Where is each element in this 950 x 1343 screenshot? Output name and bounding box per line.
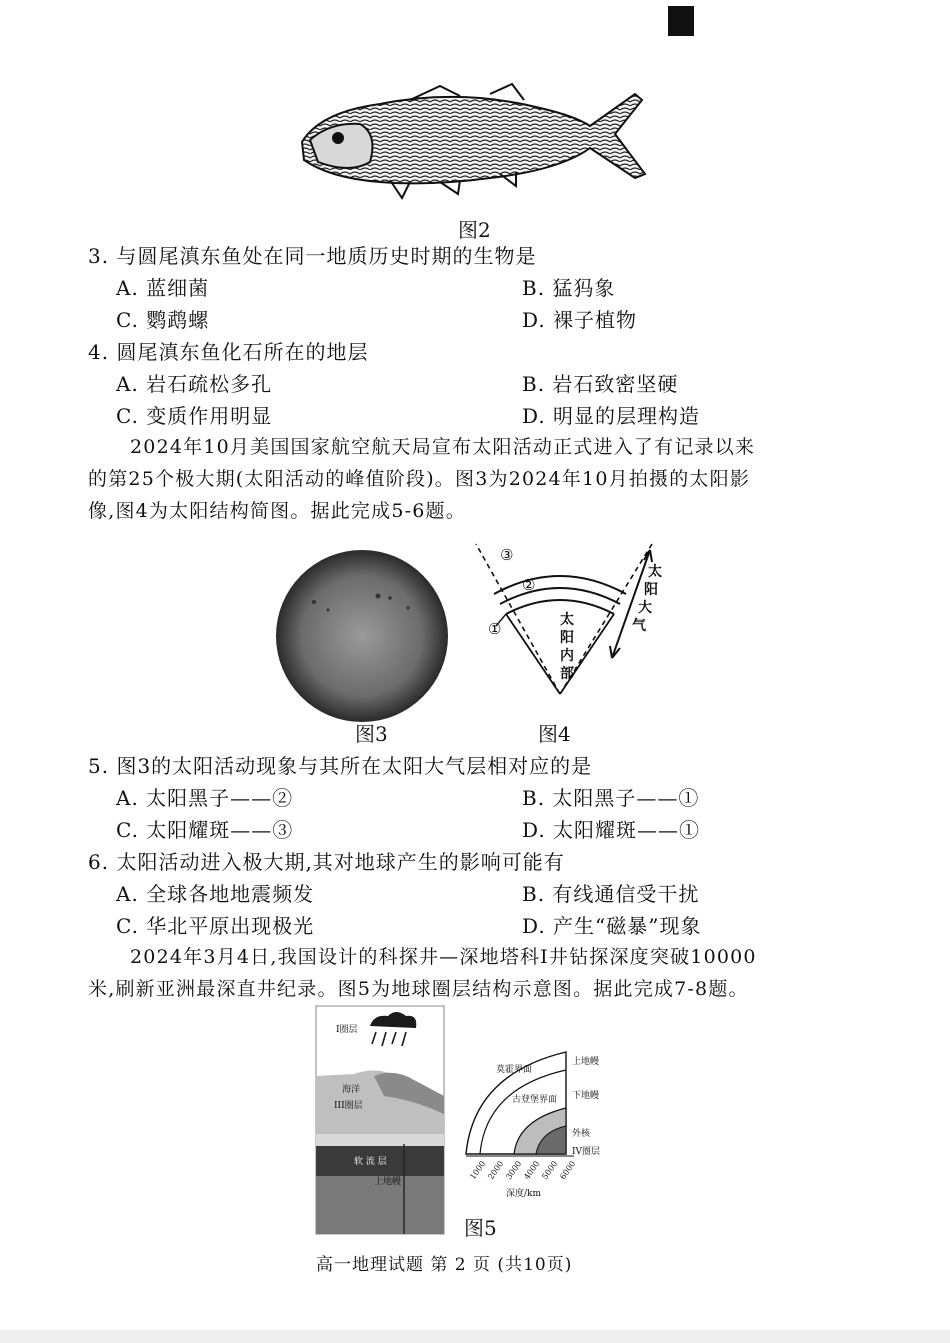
label-1: ①: [488, 620, 502, 638]
sun-disk: [276, 550, 448, 722]
q5-option-b: B. 太阳黑子——①: [522, 786, 700, 810]
passage2-line2: 米,刷新亚洲最深直井纪录。图5为地球圈层结构示意图。据此完成7-8题。: [88, 978, 749, 1000]
passage1-line1: 2024年10月美国国家航空航天局宣布太阳活动正式进入了有记录以来: [130, 436, 756, 458]
fish-fossil-figure: [290, 82, 660, 210]
layer1-label: I圈层: [336, 1025, 358, 1035]
passage1-line2: 的第25个极大期(太阳活动的峰值阶段)。图3为2024年10月拍摄的太阳影: [88, 468, 751, 490]
interior-char-1: 太: [560, 612, 574, 628]
upper-mantle-label: 上地幔: [572, 1057, 600, 1067]
q4-option-b: B. 岩石致密坚硬: [522, 372, 679, 396]
sun-structure-diagram: [462, 538, 672, 708]
layer3-label: III圈层: [334, 1101, 363, 1111]
q4-option-c: C. 变质作用明显: [116, 404, 273, 428]
bottom-edge: [0, 1330, 950, 1343]
depth-tick-2000: 2000: [486, 1159, 506, 1182]
depth-unit-label: 深度/km: [506, 1189, 542, 1199]
q5-option-d: D. 太阳耀斑——①: [522, 818, 701, 842]
interior-char-3: 内: [560, 648, 574, 664]
fig2-caption: 图2: [458, 218, 491, 242]
atmo-char-4: 气: [632, 618, 646, 634]
atmo-char-1: 太: [648, 564, 662, 580]
q6-option-c: C. 华北平原出现极光: [116, 914, 315, 938]
q6-option-a: A. 全球各地地震频发: [116, 882, 315, 906]
passage2-line1: 2024年3月4日,我国设计的科探井—深地塔科Ⅰ井钻探深度突破10000: [130, 946, 757, 968]
q6-option-d: D. 产生“磁暴”现象: [522, 914, 702, 938]
ocean-label: 海洋: [342, 1085, 361, 1095]
depth-tick-6000: 6000: [558, 1159, 578, 1182]
q4-stem: 4. 圆尾滇东鱼化石所在的地层: [88, 340, 369, 364]
outer-core-label: 外核: [572, 1129, 591, 1139]
sun-image-figure: [268, 548, 460, 728]
q3-option-b: B. 猛犸象: [522, 276, 616, 300]
fig3-caption: 图3: [355, 722, 388, 746]
corner-mark: [668, 6, 694, 36]
page-footer: 高一地理试题 第 2 页 (共10页): [316, 1255, 573, 1275]
q6-stem: 6. 太阳活动进入极大期,其对地球产生的影响可能有: [88, 850, 565, 874]
q5-option-c: C. 太阳耀斑——③: [116, 818, 294, 842]
interior-char-4: 部: [560, 666, 574, 682]
depth-tick-4000: 4000: [522, 1159, 542, 1182]
depth-tick-5000: 5000: [540, 1159, 560, 1182]
q3-option-d: D. 裸子植物: [522, 308, 638, 332]
moho-label: 莫霍界面: [496, 1065, 533, 1075]
atmo-char-3: 大: [638, 600, 652, 616]
depth-tick-3000: 3000: [504, 1159, 524, 1182]
q5-stem: 5. 图3的太阳活动现象与其所在太阳大气层相对应的是: [88, 754, 593, 778]
gutenberg-label: 古登堡界面: [512, 1095, 558, 1105]
q4-option-a: A. 岩石疏松多孔: [116, 372, 273, 396]
q3-option-a: A. 蓝细菌: [116, 276, 210, 300]
q5-option-a: A. 太阳黑子——②: [116, 786, 294, 810]
passage1-line3: 像,图4为太阳结构简图。据此完成5-6题。: [88, 500, 466, 522]
q4-option-d: D. 明显的层理构造: [522, 404, 701, 428]
q6-option-b: B. 有线通信受干扰: [522, 882, 700, 906]
lower-mantle-label: 下地幔: [572, 1091, 600, 1101]
label-2: ②: [522, 576, 536, 594]
fig5-caption: 图5: [464, 1216, 497, 1240]
fig4-caption: 图4: [538, 722, 571, 746]
q3-stem: 3. 与圆尾滇东鱼处在同一地质历史时期的生物是: [88, 244, 537, 268]
depth-tick-1000: 1000: [468, 1159, 488, 1182]
q3-option-c: C. 鹦鹉螺: [116, 308, 210, 332]
layer4-label: IV圈层: [572, 1147, 601, 1157]
upper-mantle-left-label: 上地幔: [374, 1177, 402, 1187]
interior-char-2: 阳: [560, 630, 574, 646]
earth-layers-diagram: [314, 1004, 614, 1236]
label-3: ③: [500, 546, 514, 564]
soft-layer-label: 软 流 层: [354, 1157, 387, 1167]
atmo-char-2: 阳: [644, 582, 658, 598]
